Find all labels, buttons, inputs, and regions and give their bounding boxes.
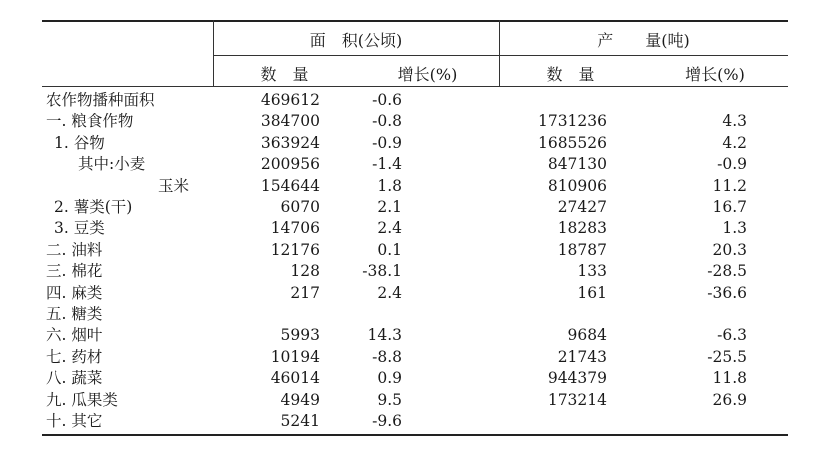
output-growth-cell: 4.2 [722, 133, 747, 152]
header-bottom-rule [42, 86, 788, 87]
area-quantity-cell: 154644 [260, 176, 320, 195]
area-quantity-cell: 200956 [260, 155, 320, 174]
row-label: 五. 糖类 [46, 305, 103, 323]
table-top-rule [42, 20, 788, 22]
output-quantity-header: 数 量 [546, 65, 595, 84]
table-row [42, 154, 788, 174]
area-growth-cell: 9.5 [377, 390, 402, 409]
table-bottom-rule [42, 434, 788, 436]
area-growth-header: 增长(%) [397, 65, 458, 84]
output-growth-cell: 1.3 [722, 219, 747, 238]
area-growth-cell: -8.8 [372, 347, 402, 366]
row-label: 二. 油料 [46, 240, 103, 259]
area-quantity-header: 数 量 [260, 65, 309, 84]
area-quantity-cell: 10194 [270, 347, 320, 366]
output-growth-cell: 20.3 [712, 240, 747, 259]
row-label: 四. 麻类 [46, 283, 103, 302]
area-quantity-cell: 217 [290, 283, 320, 302]
table-row [42, 368, 788, 388]
table-row [42, 197, 788, 217]
output-quantity-cell: 18283 [557, 219, 607, 238]
table-row [42, 325, 788, 345]
output-quantity-cell: 133 [577, 262, 607, 281]
output-growth-cell: 16.7 [712, 198, 747, 216]
area-growth-cell: 1.8 [377, 176, 402, 195]
area-quantity-cell: 46014 [270, 369, 320, 388]
output-growth-cell: 11.8 [712, 369, 747, 388]
row-label: 九. 瓜果类 [46, 390, 118, 409]
row-label: 其中:小麦 [78, 155, 146, 174]
area-quantity-cell: 14706 [270, 219, 320, 238]
output-quantity-cell: 944379 [547, 369, 607, 388]
output-growth-cell: -36.6 [707, 283, 747, 302]
table-row [42, 218, 788, 238]
row-label: 三. 棉花 [46, 262, 103, 281]
area-growth-cell: -1.4 [372, 155, 402, 174]
area-quantity-cell: 5241 [280, 412, 320, 430]
row-label: 七. 药材 [46, 347, 103, 366]
table-row [42, 261, 788, 281]
row-label: 十. 其它 [46, 412, 103, 430]
area-growth-cell: 2.4 [377, 283, 402, 302]
row-label: 1. 谷物 [54, 133, 105, 152]
area-growth-cell: -38.1 [362, 262, 402, 281]
table-row [42, 90, 788, 110]
area-growth-cell: 14.3 [367, 326, 402, 345]
output-quantity-cell: 173214 [547, 390, 607, 409]
table-row [42, 111, 788, 131]
table-row [42, 240, 788, 260]
output-growth-cell: -28.5 [707, 262, 747, 281]
output-growth-cell: -25.5 [707, 347, 747, 366]
row-label: 3. 豆类 [54, 219, 105, 238]
area-quantity-cell: 5993 [280, 326, 320, 345]
area-quantity-cell: 6070 [280, 198, 320, 216]
output-quantity-cell: 27427 [557, 198, 607, 216]
output-growth-header: 增长(%) [685, 65, 745, 84]
row-label: 六. 烟叶 [46, 326, 103, 345]
row-label: 农作物播种面积 [46, 91, 155, 109]
area-growth-cell: -0.9 [372, 133, 402, 152]
area-quantity-cell: 128 [290, 262, 320, 281]
area-quantity-cell: 12176 [270, 240, 320, 259]
area-quantity-cell: 363924 [260, 133, 320, 152]
output-growth-cell: 4.3 [722, 112, 747, 131]
output-quantity-cell: 161 [577, 283, 607, 302]
output-growth-cell: 11.2 [712, 176, 747, 195]
area-growth-cell: -0.6 [372, 91, 402, 109]
output-growth-cell: -0.9 [717, 155, 747, 174]
area-growth-cell: 0.1 [377, 240, 402, 259]
area-quantity-cell: 469612 [260, 91, 320, 109]
area-growth-cell: 2.4 [377, 219, 402, 238]
area-quantity-cell: 384700 [260, 112, 320, 131]
area-growth-cell: -9.6 [372, 412, 402, 430]
output-quantity-cell: 810906 [547, 176, 607, 195]
output-growth-cell: 26.9 [712, 390, 747, 409]
output-quantity-cell: 9684 [567, 326, 607, 345]
area-growth-cell: -0.8 [372, 112, 402, 131]
output-quantity-cell: 847130 [547, 155, 607, 174]
table-row [42, 176, 788, 196]
table-row [42, 133, 788, 153]
area-group-header: 面 积(公顷) [309, 31, 403, 50]
table-row [42, 411, 788, 431]
area-quantity-cell: 4949 [280, 390, 320, 409]
area-growth-cell: 0.9 [377, 369, 402, 388]
row-label: 2. 薯类(干) [54, 198, 133, 216]
output-quantity-cell: 21743 [557, 347, 607, 366]
row-label: 玉米 [158, 176, 190, 195]
output-growth-cell: -6.3 [717, 326, 747, 345]
table-row [42, 283, 788, 303]
header-subrule [213, 55, 788, 56]
output-group-header: 产 量(吨) [597, 31, 690, 50]
row-label: 八. 蔬菜 [46, 369, 103, 388]
output-quantity-cell: 1731236 [537, 112, 607, 131]
output-quantity-cell: 18787 [557, 240, 607, 259]
table-row [42, 347, 788, 367]
output-quantity-cell: 1685526 [537, 133, 607, 152]
table-row [42, 390, 788, 410]
area-growth-cell: 2.1 [377, 198, 402, 216]
table-row [42, 304, 788, 324]
row-label: 一. 粮食作物 [46, 112, 134, 131]
